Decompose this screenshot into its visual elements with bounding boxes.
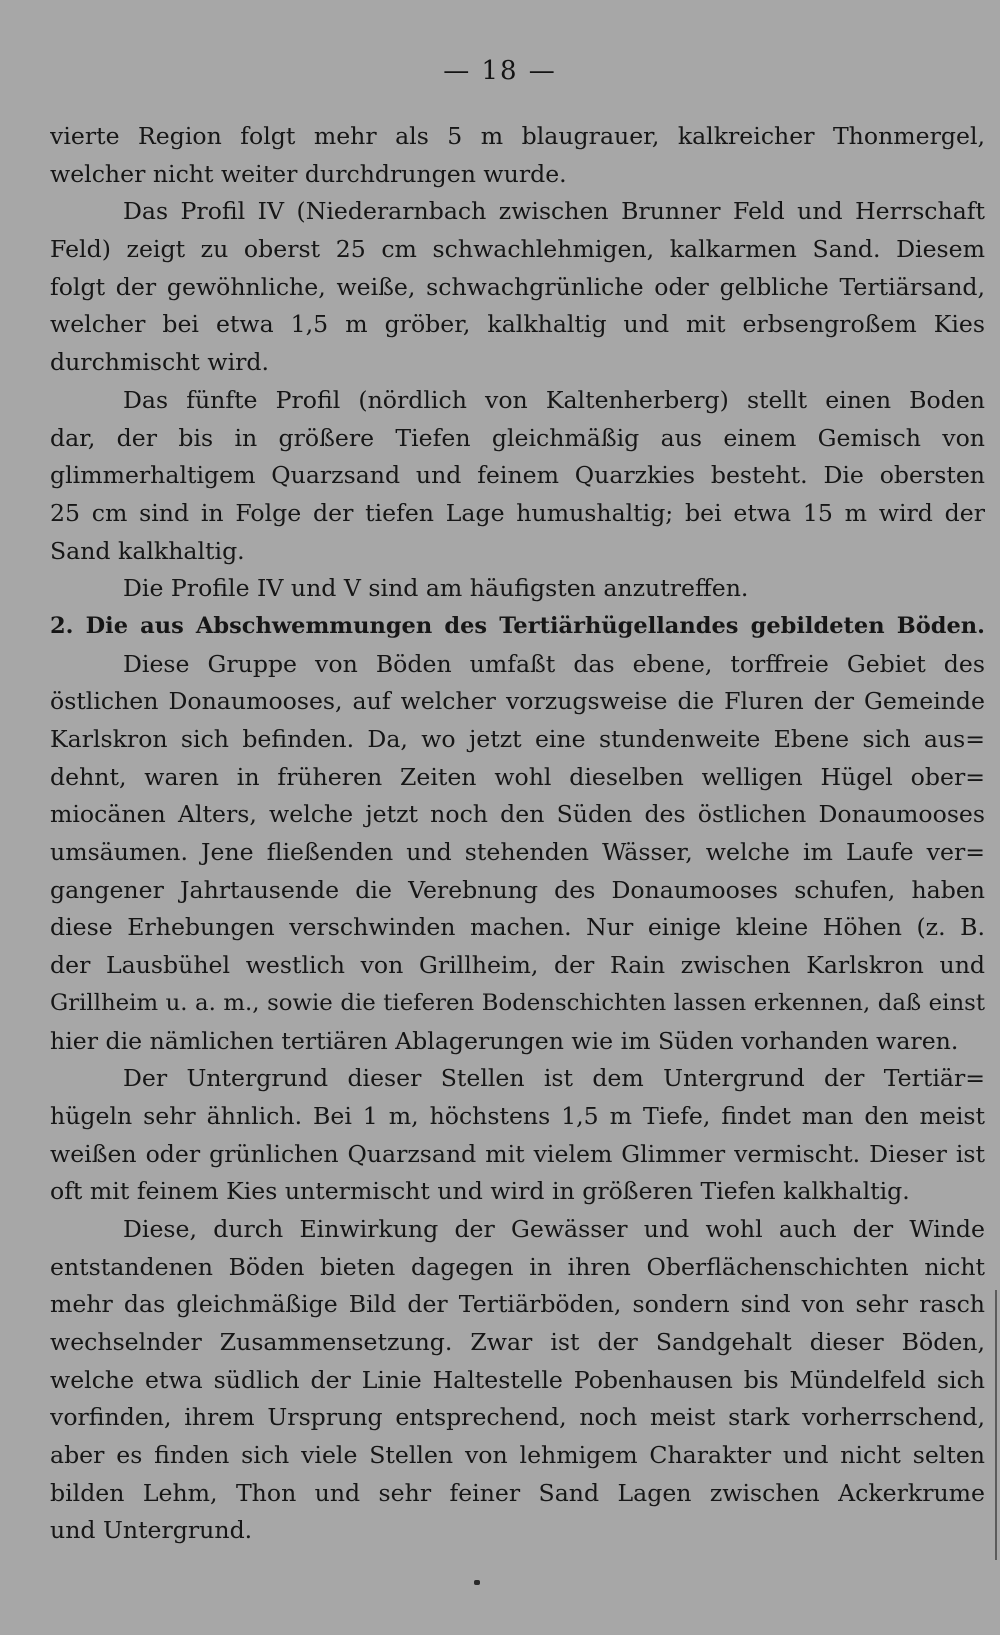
text-line: Das Profil IV (Niederarnbach zwischen Brunner Feld und Herrschaft	[123, 197, 985, 226]
text-line: der Lausbühel westlich von Grillheim, der Rain zwischen Karlskron und	[50, 951, 985, 980]
text-line: Das fünfte Profil (nördlich von Kaltenherberg) stellt einen Boden	[123, 385, 985, 414]
text-line: miocänen Alters, welche jetzt noch den Süden des östlichen Donaumooses	[50, 800, 985, 829]
text-line: folgt der gewöhnliche, weiße, schwachgrünliche oder gelbliche Tertiärsand,	[50, 272, 985, 301]
text-line: gangener Jahrtausende die Verebnung des Donaumooses schufen, haben	[50, 875, 985, 904]
text-line: weißen oder grünlichen Quarzsand mit vielem Glimmer vermischt. Dieser ist	[50, 1139, 985, 1168]
text-line: diese Erhebungen verschwinden machen. Nur einige kleine Höhen (z. B.	[50, 913, 985, 942]
text-line: Diese, durch Einwirkung der Gewässer und wohl auch der Winde	[123, 1214, 985, 1243]
text-line: 25 cm sind in Folge der tiefen Lage humushaltig; bei etwa 15 m wird der	[50, 498, 985, 527]
text-line: welcher bei etwa 1,5 m gröber, kalkhaltig und mit erbsengroßem Kies	[50, 310, 985, 339]
text-line: Die Profile IV und V sind am häufigsten anzutreffen.	[123, 574, 749, 603]
text-line: entstandenen Böden bieten dagegen in ihren Oberflächenschichten nicht	[50, 1252, 985, 1281]
text-line: mehr das gleichmäßige Bild der Tertiärböden, sondern sind von sehr rasch	[50, 1290, 985, 1319]
text-line: welcher nicht weiter durchdrungen wurde.	[50, 159, 567, 188]
text-line: Der Untergrund dieser Stellen ist dem Untergrund der Tertiär=	[123, 1064, 985, 1093]
text-line: durchmischt wird.	[50, 348, 270, 377]
text-line: hügeln sehr ähnlich. Bei 1 m, höchstens 1,5 m Tiefe, findet man den meist	[50, 1101, 985, 1130]
ink-speck	[474, 1580, 480, 1585]
text-line: Karlskron sich befinden. Da, wo jetzt eine stundenweite Ebene sich aus=	[50, 725, 985, 753]
text-line: oft mit feinem Kies untermischt und wird in größeren Tiefen kalkhaltig.	[50, 1177, 910, 1206]
body-text	[50, 118, 985, 1550]
text-line: östlichen Donaumooses, auf welcher vorzugsweise die Fluren der Gemeinde	[50, 687, 985, 716]
text-line: wechselnder Zusammensetzung. Zwar ist der Sandgehalt dieser Böden,	[50, 1328, 985, 1356]
text-line: dehnt, waren in früheren Zeiten wohl dieselben welligen Hügel ober=	[50, 762, 985, 791]
text-line: welche etwa südlich der Linie Haltestelle Pobenhausen bis Mündelfeld sich	[50, 1365, 985, 1394]
text-line: glimmerhaltigem Quarzsand und feinem Quarzkies besteht. Die obersten	[50, 461, 985, 490]
page-edge-shadow	[995, 1290, 997, 1560]
text-line: Feld) zeigt zu oberst 25 cm schwachlehmigen, kalkarmen Sand. Diesem	[50, 235, 985, 264]
section-heading: 2. Die aus Abschwemmungen des Tertiärhügellandes gebildeten Böden.	[50, 612, 985, 639]
text-line: vierte Region folgt mehr als 5 m blaugrauer, kalkreicher Thonmergel,	[50, 122, 985, 150]
text-line: bilden Lehm, Thon und sehr feiner Sand Lagen zwischen Ackerkrume	[50, 1478, 985, 1507]
text-line: und Untergrund.	[50, 1516, 253, 1545]
text-line: umsäumen. Jene fließenden und stehenden Wässer, welche im Laufe ver=	[50, 838, 985, 867]
text-line: Grillheim u. a. m., sowie die tieferen Bodenschichten lassen erkennen, daß einst	[50, 989, 985, 1016]
text-line: Diese Gruppe von Böden umfaßt das ebene, torffreie Gebiet des	[123, 649, 985, 678]
text-line: dar, der bis in größere Tiefen gleichmäßig aus einem Gemisch von	[50, 423, 985, 452]
text-line: vorfinden, ihrem Ursprung entsprechend, noch meist stark vorherrschend,	[50, 1403, 985, 1432]
text-line: aber es finden sich viele Stellen von lehmigem Charakter und nicht selten	[50, 1441, 985, 1470]
page-number: — 18 —	[443, 56, 557, 86]
text-line: hier die nämlichen tertiären Ablagerungen wie im Süden vorhanden waren.	[50, 1026, 959, 1055]
text-line: Sand kalkhaltig.	[50, 536, 245, 565]
